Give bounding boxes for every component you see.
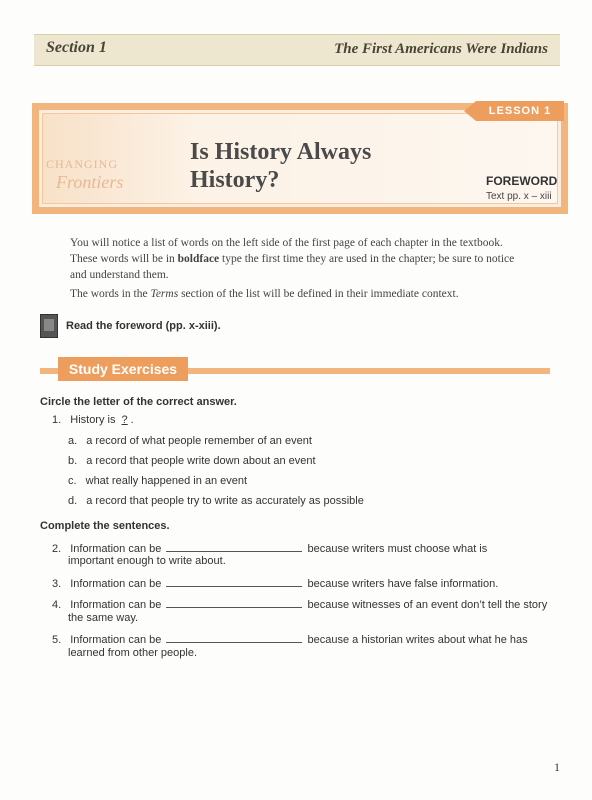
question-number: 1. xyxy=(52,414,62,426)
sentence-before: Information can be xyxy=(70,578,162,590)
option-letter: a. xyxy=(68,435,78,447)
intro-p1-bold: boldface xyxy=(177,253,220,265)
intro-p2-before: The words in the xyxy=(70,288,151,300)
sentence-after: because witnesses of an event don’t tell the story xyxy=(307,599,548,611)
sentence-5-continued: learned from other people. xyxy=(68,647,198,659)
instruction-complete: Complete the sentences. xyxy=(40,520,170,532)
sentence-after: because a historian writes about what he has xyxy=(307,634,528,646)
question-1-blank: ? xyxy=(121,414,128,426)
study-exercises-heading: Study Exercises xyxy=(58,357,188,381)
section-header xyxy=(34,34,560,66)
answer-blank-4[interactable] xyxy=(166,596,302,608)
lesson-tab: LESSON 1 xyxy=(476,101,564,121)
option-letter: d. xyxy=(68,495,78,507)
option-letter: b. xyxy=(68,455,78,467)
reading-instruction: Read the foreword (pp. x-xiii). xyxy=(66,320,221,332)
page-number: 1 xyxy=(554,760,560,774)
sentence-number: 3. xyxy=(52,578,62,590)
intro-p2-italic: Terms xyxy=(150,288,179,300)
sentence-before: Information can be xyxy=(70,599,162,611)
lesson-title xyxy=(190,138,430,194)
option-a[interactable] xyxy=(68,435,312,447)
book-icon xyxy=(40,314,58,338)
text-pages: Text pp. x – xiii xyxy=(486,191,552,202)
brand-watermark-line1: CHANGING xyxy=(46,157,118,171)
option-b[interactable] xyxy=(68,455,316,467)
sentence-4 xyxy=(52,596,547,611)
sentence-number: 5. xyxy=(52,634,62,646)
intro-p2-after: section of the list will be defined in their immediate context. xyxy=(178,288,459,300)
sentence-before: Information can be xyxy=(70,543,162,555)
option-text: a record that people try to write as accurately as possible xyxy=(86,495,364,507)
lesson-title-line2: History? xyxy=(190,167,280,193)
question-1 xyxy=(52,414,134,426)
option-text: what really happened in an event xyxy=(85,475,248,487)
answer-blank-2[interactable] xyxy=(166,540,302,552)
instruction-circle: Circle the letter of the correct answer. xyxy=(40,396,237,408)
sentence-5 xyxy=(52,631,528,646)
question-1-period: . xyxy=(130,414,134,426)
option-text: a record of what people remember of an event xyxy=(86,435,312,447)
sentence-4-continued: the same way. xyxy=(68,612,139,624)
option-text: a record that people write down about an event xyxy=(86,455,316,467)
sentence-number: 4. xyxy=(52,599,62,611)
option-letter: c. xyxy=(68,475,77,487)
option-d[interactable] xyxy=(68,495,364,507)
option-c[interactable] xyxy=(68,475,247,487)
sentence-before: Information can be xyxy=(70,634,162,646)
answer-blank-5[interactable] xyxy=(166,631,302,643)
sentence-after: because writers have false information. xyxy=(307,578,499,590)
brand-watermark-line2: Frontiers xyxy=(56,172,124,192)
sentence-2-continued: important enough to write about. xyxy=(68,555,226,567)
section-label: Section 1 xyxy=(46,39,107,56)
intro-paragraph-1 xyxy=(70,235,532,283)
intro-p1-after: type the first time they are used in the chapter; be sure to notice and understand them. xyxy=(70,253,515,281)
lesson-title-line1: Is History Always xyxy=(190,139,372,165)
sentence-2 xyxy=(52,540,487,555)
unit-title: The First Americans Were Indians xyxy=(334,41,548,57)
intro-p1-before: You will notice a list of words on the left side of the first page of each chapter in the textbook. These words will be in xyxy=(70,237,503,265)
answer-blank-3[interactable] xyxy=(166,575,302,587)
question-1-text: History is xyxy=(70,414,116,426)
foreword-label: FOREWORD xyxy=(486,174,558,188)
sentence-after: because writers must choose what is xyxy=(307,543,488,555)
intro-paragraph-2 xyxy=(70,286,532,302)
sentence-number: 2. xyxy=(52,543,62,555)
sentence-3 xyxy=(52,575,498,590)
